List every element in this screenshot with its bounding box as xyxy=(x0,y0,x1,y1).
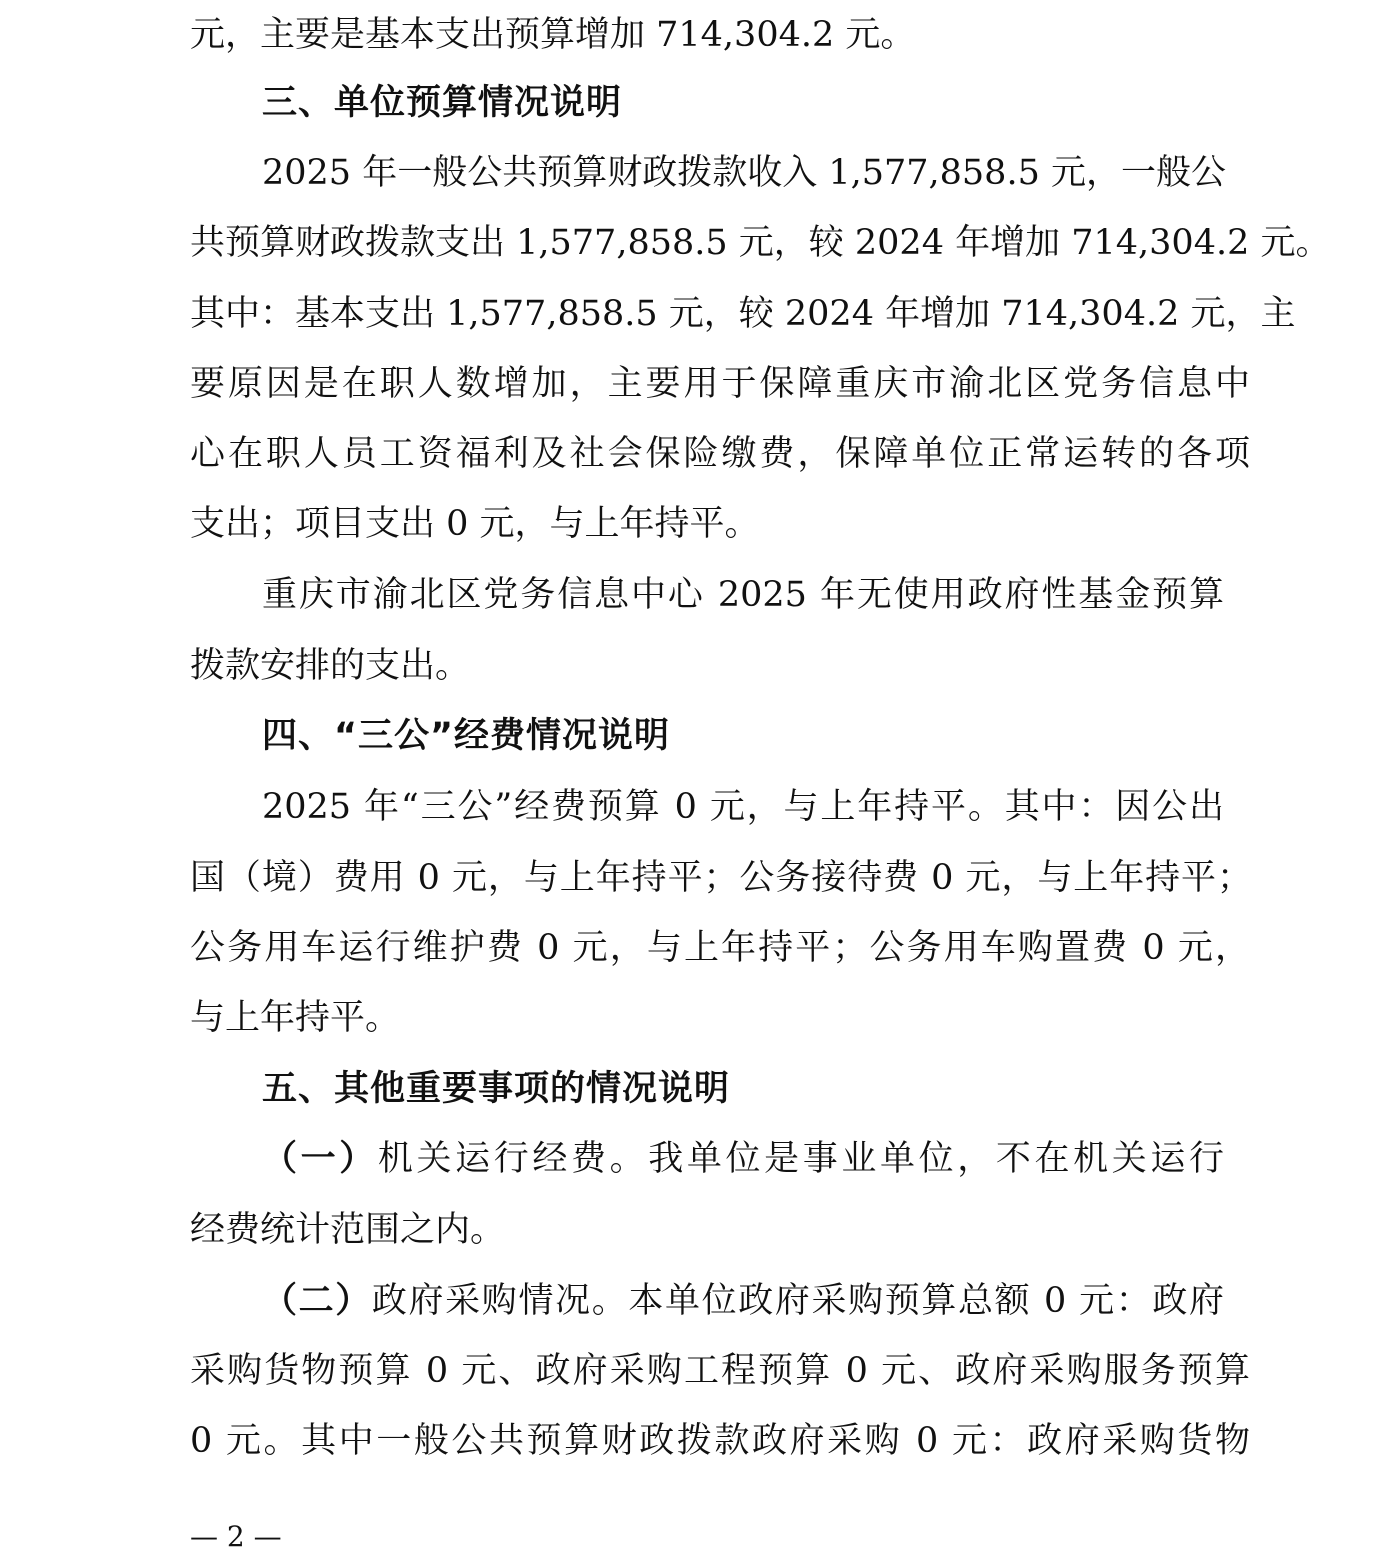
subsection-line xyxy=(262,1266,1224,1336)
paragraph-line: 心在职人员工资福利及社会保险缴费，保障单位正常运转的各项 xyxy=(190,434,1250,474)
paragraph-line: 公务用车运行维护费 0 元，与上年持平；公务用车购置费 0 元， xyxy=(190,928,1250,968)
paragraph-line: 0 元。其中一般公共预算财政拨款政府采购 0 元：政府采购货物 xyxy=(190,1421,1250,1461)
subsection-text: 机关运行经费。我单位是事业单位，不在机关运行 xyxy=(377,1139,1224,1179)
page-number: — 2 — xyxy=(190,1520,282,1553)
paragraph-line: 与上年持平。 xyxy=(190,998,401,1038)
paragraph-line: 2025 年一般公共预算财政拨款收入 1,577,858.5 元，一般公 xyxy=(262,153,1226,193)
paragraph-line: 支出；项目支出 0 元，与上年持平。 xyxy=(190,504,760,544)
section-heading-5: 五、其他重要事项的情况说明 xyxy=(262,1069,731,1109)
paragraph-line: 要原因是在职人数增加，主要用于保障重庆市渝北区党务信息中 xyxy=(190,364,1250,404)
paragraph-line: 经费统计范围之内。 xyxy=(190,1210,506,1250)
section-heading-3: 三、单位预算情况说明 xyxy=(262,83,623,123)
paragraph-line: 2025 年“三公”经费预算 0 元，与上年持平。其中：因公出 xyxy=(262,787,1224,827)
subsection-line xyxy=(262,1124,1224,1194)
paragraph-line: 其中：基本支出 1,577,858.5 元，较 2024 年增加 714,304.2 元，主 xyxy=(190,294,1296,334)
paragraph-line: 共预算财政拨款支出 1,577,858.5 元，较 2024 年增加 714,304.2 元。 xyxy=(190,223,1331,263)
paragraph-line: 重庆市渝北区党务信息中心 2025 年无使用政府性基金预算 xyxy=(262,575,1224,615)
paragraph-line: 国（境）费用 0 元，与上年持平；公务接待费 0 元，与上年持平； xyxy=(190,858,1252,898)
paragraph-line: 采购货物预算 0 元、政府采购工程预算 0 元、政府采购服务预算 xyxy=(190,1351,1250,1391)
subsection-text: 政府采购情况。本单位政府采购预算总额 0 元：政府 xyxy=(371,1281,1224,1321)
section-heading-4: 四、“三公”经费情况说明 xyxy=(262,716,671,756)
paragraph-line: 元，主要是基本支出预算增加 714,304.2 元。 xyxy=(190,15,916,55)
subsection-label-1: （一） xyxy=(262,1139,378,1179)
subsection-label-2: （二） xyxy=(262,1281,372,1321)
paragraph-line: 拨款安排的支出。 xyxy=(190,646,471,686)
